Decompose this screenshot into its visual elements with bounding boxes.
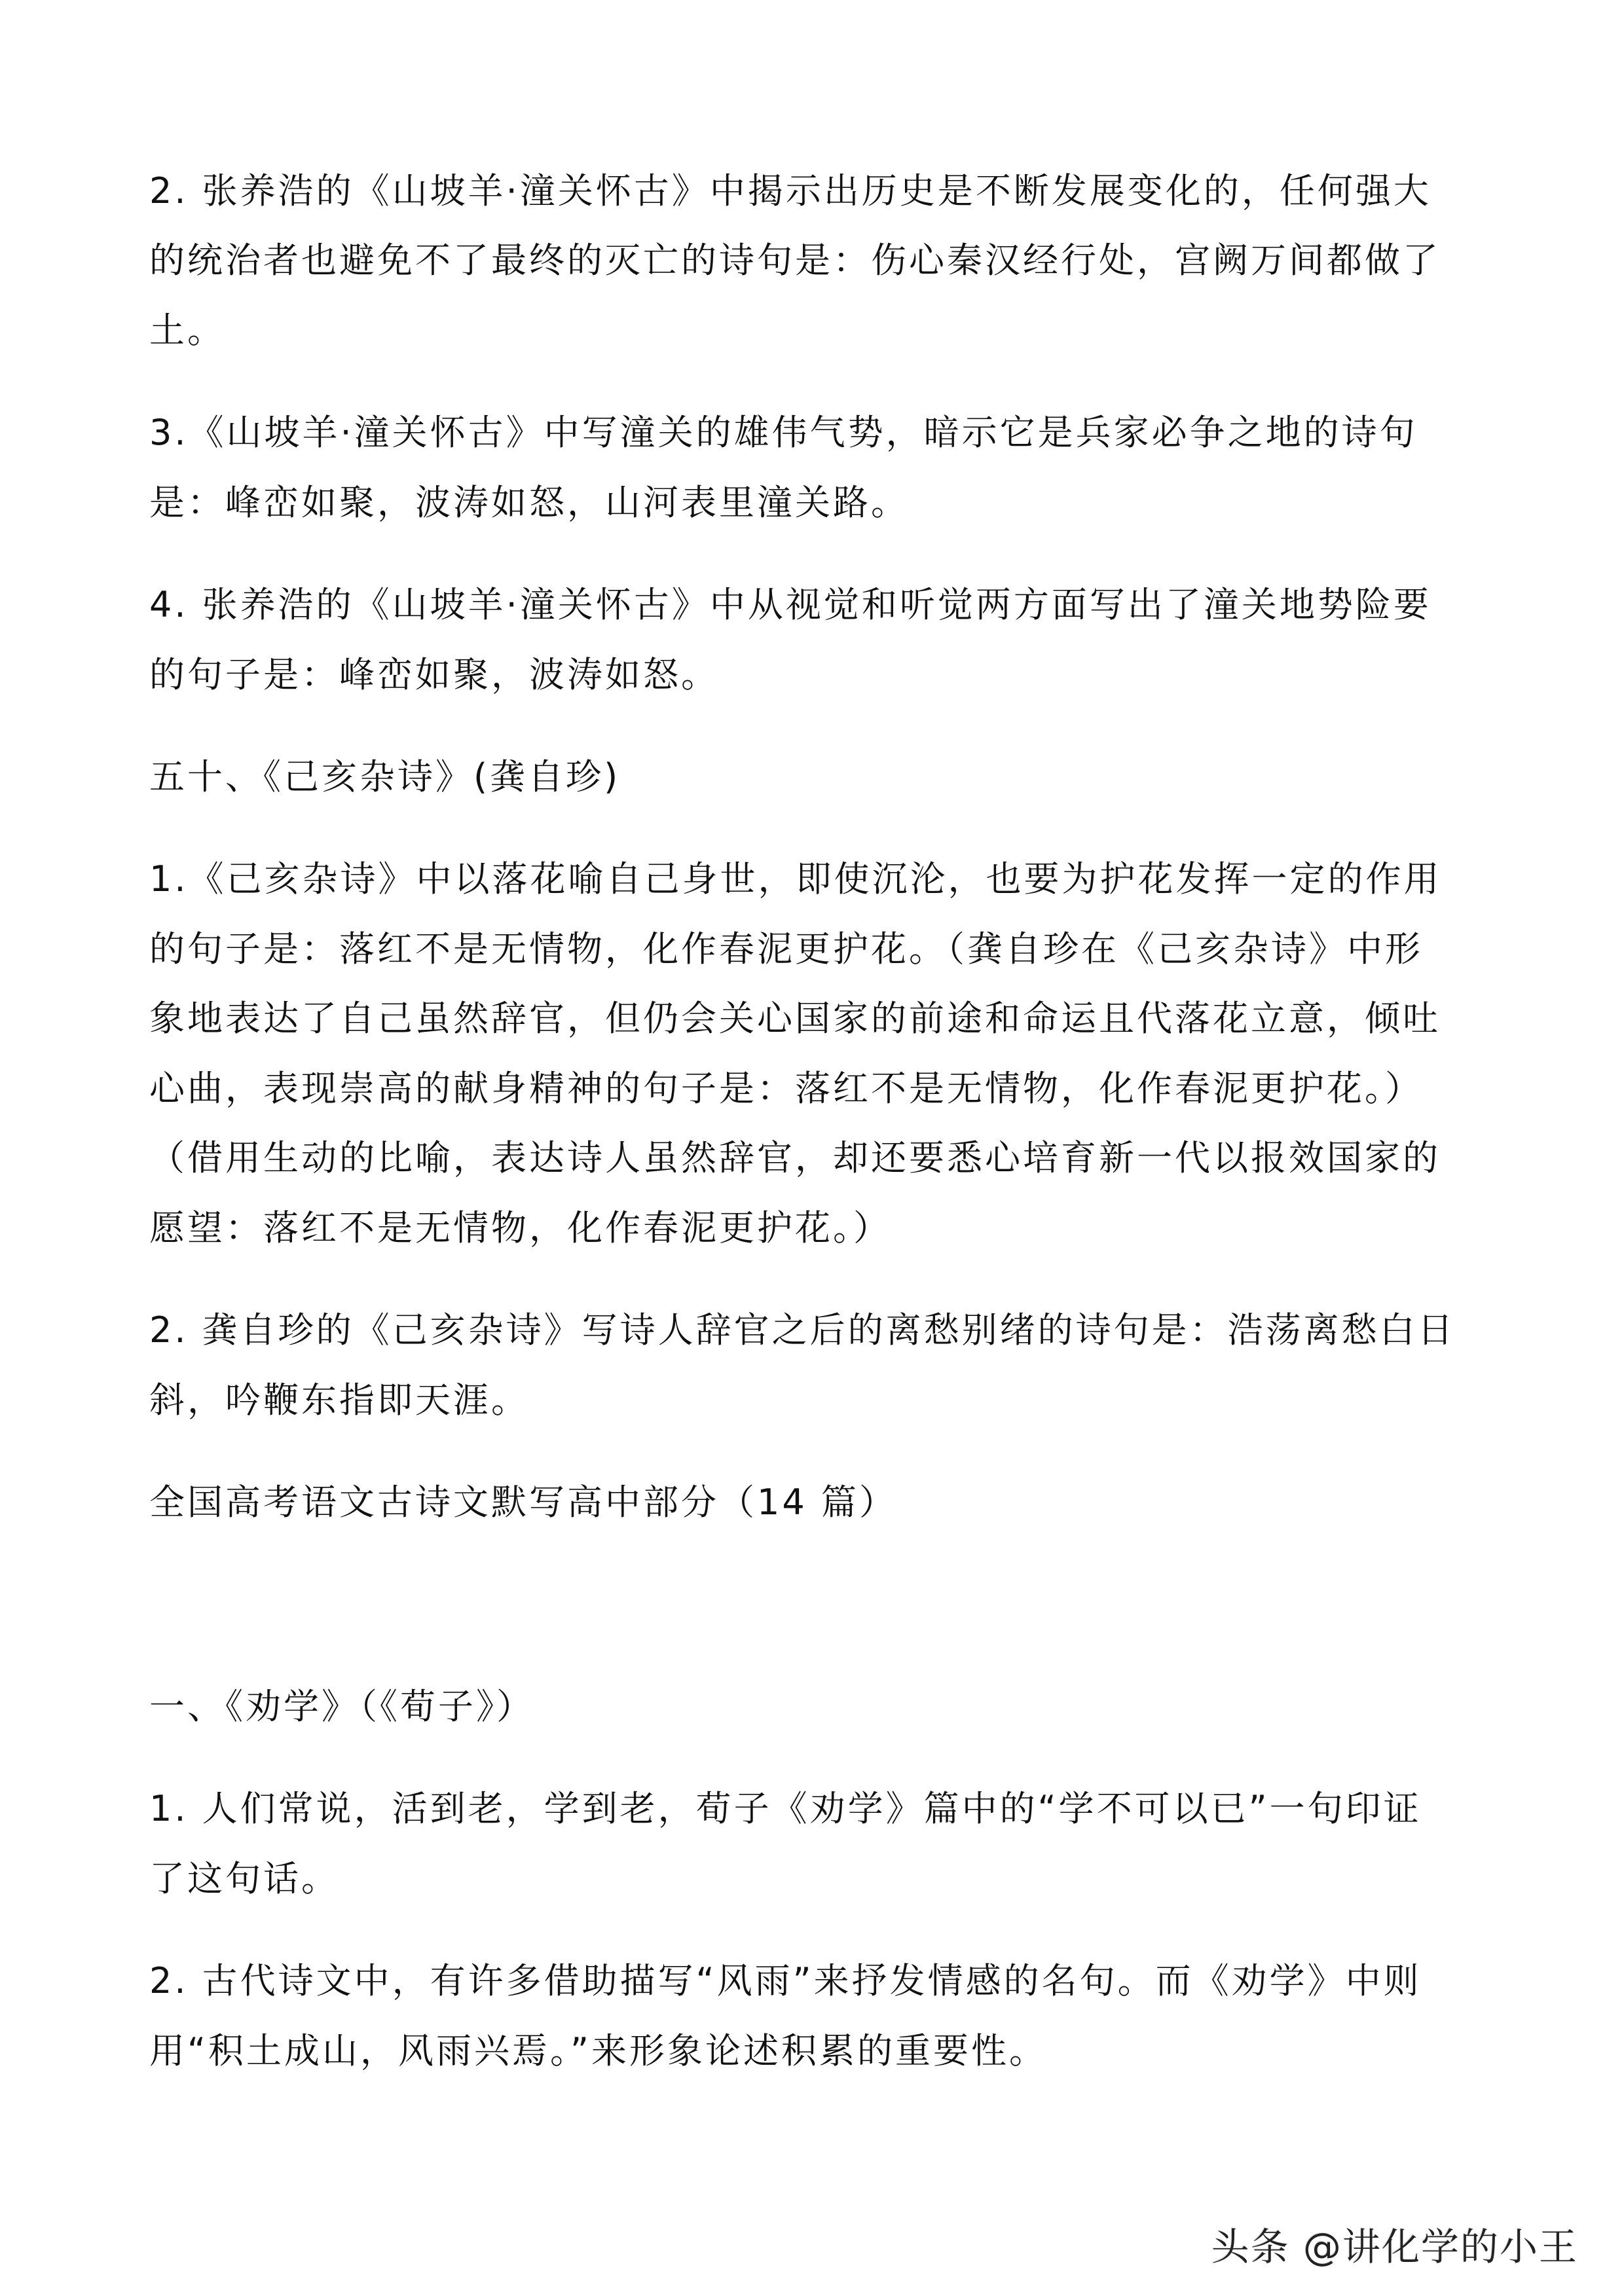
paragraph-line: 1. 人们常说，活到老，学到老，荀子《劝学》篇中的“学不可以已”一句印证 (149, 1788, 1422, 1829)
paragraph-line: 3.《山坡羊·潼关怀古》中写潼关的雄伟气势，暗示它是兵家必争之地的诗句 (149, 412, 1418, 453)
paragraph-line: 2. 张养浩的《山坡羊·潼关怀古》中揭示出历史是不断发展变化的，任何强大 (149, 170, 1431, 211)
section-heading: 一、《劝学》（《荀子》） (149, 1686, 534, 1727)
paragraph-line: 了这句话。 (149, 1858, 339, 1899)
paragraph-line: 的句子是：落红不是无情物，化作春泥更护花。（龚自珍在《己亥杂诗》中形 (149, 928, 1423, 970)
paragraph-line: 1.《己亥杂诗》中以落花喻自己身世，即使沉沦，也要为护花发挥一定的作用 (149, 858, 1442, 900)
paragraph-line: 的句子是：峰峦如聚，波涛如怒。 (149, 654, 719, 695)
paragraph-line: 愿望：落红不是无情物，化作春泥更护花。） (149, 1207, 891, 1248)
paragraph-line: 的统治者也避免不了最终的灭亡的诗句是：伤心秦汉经行处，宫阙万间都做了 (149, 240, 1441, 281)
paragraph-line: 象地表达了自己虽然辞官，但仍会关心国家的前途和命运且代落花立意，倾吐 (149, 998, 1441, 1039)
paragraph-line: 2. 古代诗文中，有许多借助描写“风雨”来抒发情感的名句。而《劝学》中则 (149, 1960, 1422, 2001)
section-title: 全国高考语文古诗文默写高中部分（14 篇） (149, 1482, 897, 1523)
paragraph-line: 4. 张养浩的《山坡羊·潼关怀古》中从视觉和听觉两方面写出了潼关地势险要 (149, 584, 1431, 625)
paragraph-line: 2. 龚自珍的《己亥杂诗》写诗人辞官之后的离愁别绪的诗句是：浩荡离愁白日 (149, 1309, 1456, 1351)
paragraph-line: 用“积土成山，风雨兴焉。”来形象论述积累的重要性。 (149, 2030, 1047, 2071)
section-heading: 五十、《己亥杂诗》(龚自珍) (149, 756, 621, 797)
paragraph-line: 斜，吟鞭东指即天涯。 (149, 1379, 529, 1421)
paragraph-line: 土。 (149, 310, 225, 351)
paragraph-line: 是：峰峦如聚，波涛如怒，山河表里潼关路。 (149, 482, 909, 523)
paragraph-line: 心曲，表现崇高的献身精神的句子是：落红不是无情物，化作春泥更护花。） (149, 1068, 1423, 1109)
paragraph-line: （借用生动的比喻，表达诗人虽然辞官，却还要悉心培育新一代以报效国家的 (149, 1137, 1441, 1178)
watermark: 头条 @讲化学的小王 (1211, 2225, 1578, 2269)
